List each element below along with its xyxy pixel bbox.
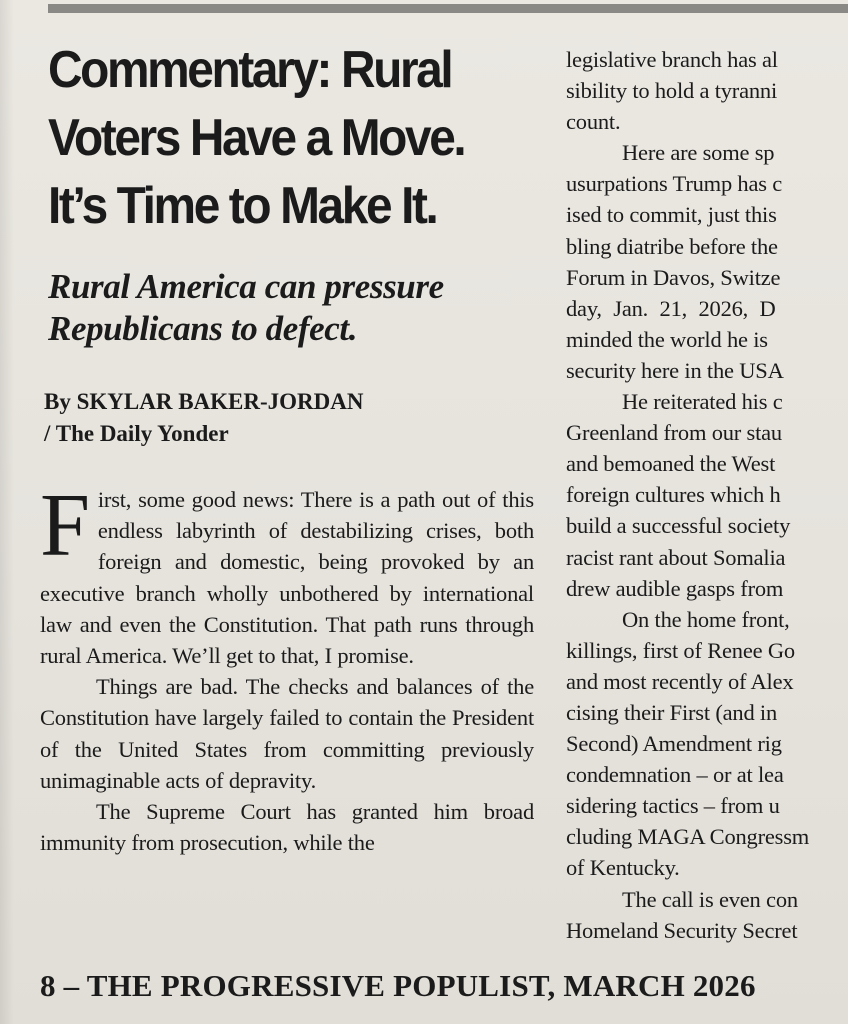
column-line: build a successful society xyxy=(566,513,791,539)
column-line: killings, first of Renee Go xyxy=(566,637,795,663)
column-line: Here are some sp xyxy=(622,140,775,166)
column-line: legislative branch has al xyxy=(566,47,778,72)
article-headline: Commentary: Rural Voters Have a Move. It’s Time to Make It. xyxy=(48,41,465,235)
column-line: Homeland Security Secret xyxy=(566,917,798,943)
column-line: security here in the USA xyxy=(566,357,784,383)
column-line: The call is even con xyxy=(622,886,798,912)
article-paragraph: Things are bad. The checks and balances of the Constitution have largely failed to contain the President of the United States from committing previously unimaginable acts of depravity. xyxy=(40,674,534,793)
column-line: Second) Amendment rig xyxy=(566,731,782,757)
byline-author: By SKYLAR BAKER-JORDAN xyxy=(44,389,364,414)
article-paragraph xyxy=(40,476,534,671)
column-line: count. xyxy=(566,109,621,135)
column-line: He reiterated his c xyxy=(622,389,783,415)
column-line: of Kentucky. xyxy=(566,855,680,881)
drop-cap: F xyxy=(40,476,90,575)
article-deck: Rural America can pressure Republicans to defect. xyxy=(48,267,444,348)
page-footer: 8 – THE PROGRESSIVE POPULIST, MARCH 2026 xyxy=(40,968,756,1003)
article-body-right-column xyxy=(566,44,848,964)
column-line: Greenland from our stau xyxy=(566,420,782,446)
column-line: cluding MAGA Congressm xyxy=(566,824,810,850)
top-rule xyxy=(48,4,848,13)
column-line: sidering tactics – from u xyxy=(566,793,780,819)
column-line: cising their First (and in xyxy=(566,699,778,725)
column-line: minded the world he is xyxy=(566,326,768,352)
column-line: usurpations Trump has c xyxy=(566,171,783,197)
column-line: On the home front, xyxy=(622,606,790,632)
column-line: foreign cultures which h xyxy=(566,482,781,508)
column-line: drew audible gasps from xyxy=(566,575,784,601)
column-line: sibility to hold a tyranni xyxy=(566,78,778,104)
column-line: condemnation – or at lea xyxy=(566,762,784,788)
column-line: racist rant about Somalia xyxy=(566,544,786,570)
column-line: and bemoaned the West xyxy=(566,451,776,477)
page-edge-shadow xyxy=(0,0,14,1024)
column-line: ised to commit, just this xyxy=(566,202,777,228)
column-line: and most recently of Alex xyxy=(566,668,794,694)
byline xyxy=(44,386,544,450)
column-line: Forum in Davos, Switze xyxy=(566,264,781,290)
paragraph-text: irst, some good news: There is a path out of this endless labyrinth of destabilizing crises, both foreign and domestic, being provoked by an executive branch wholly unbothered by international law and even the Constitution. That path runs through rural America. We’ll get to that, I promise. xyxy=(40,487,534,669)
article-body-left-column xyxy=(40,476,534,858)
column-line: bling diatribe before the xyxy=(566,233,778,259)
byline-outlet: / The Daily Yonder xyxy=(44,421,229,446)
article-paragraph: The Supreme Court has granted him broad immunity from prosecution, while the xyxy=(40,799,534,856)
column-line: day, Jan. 21, 2026, D xyxy=(566,295,776,321)
